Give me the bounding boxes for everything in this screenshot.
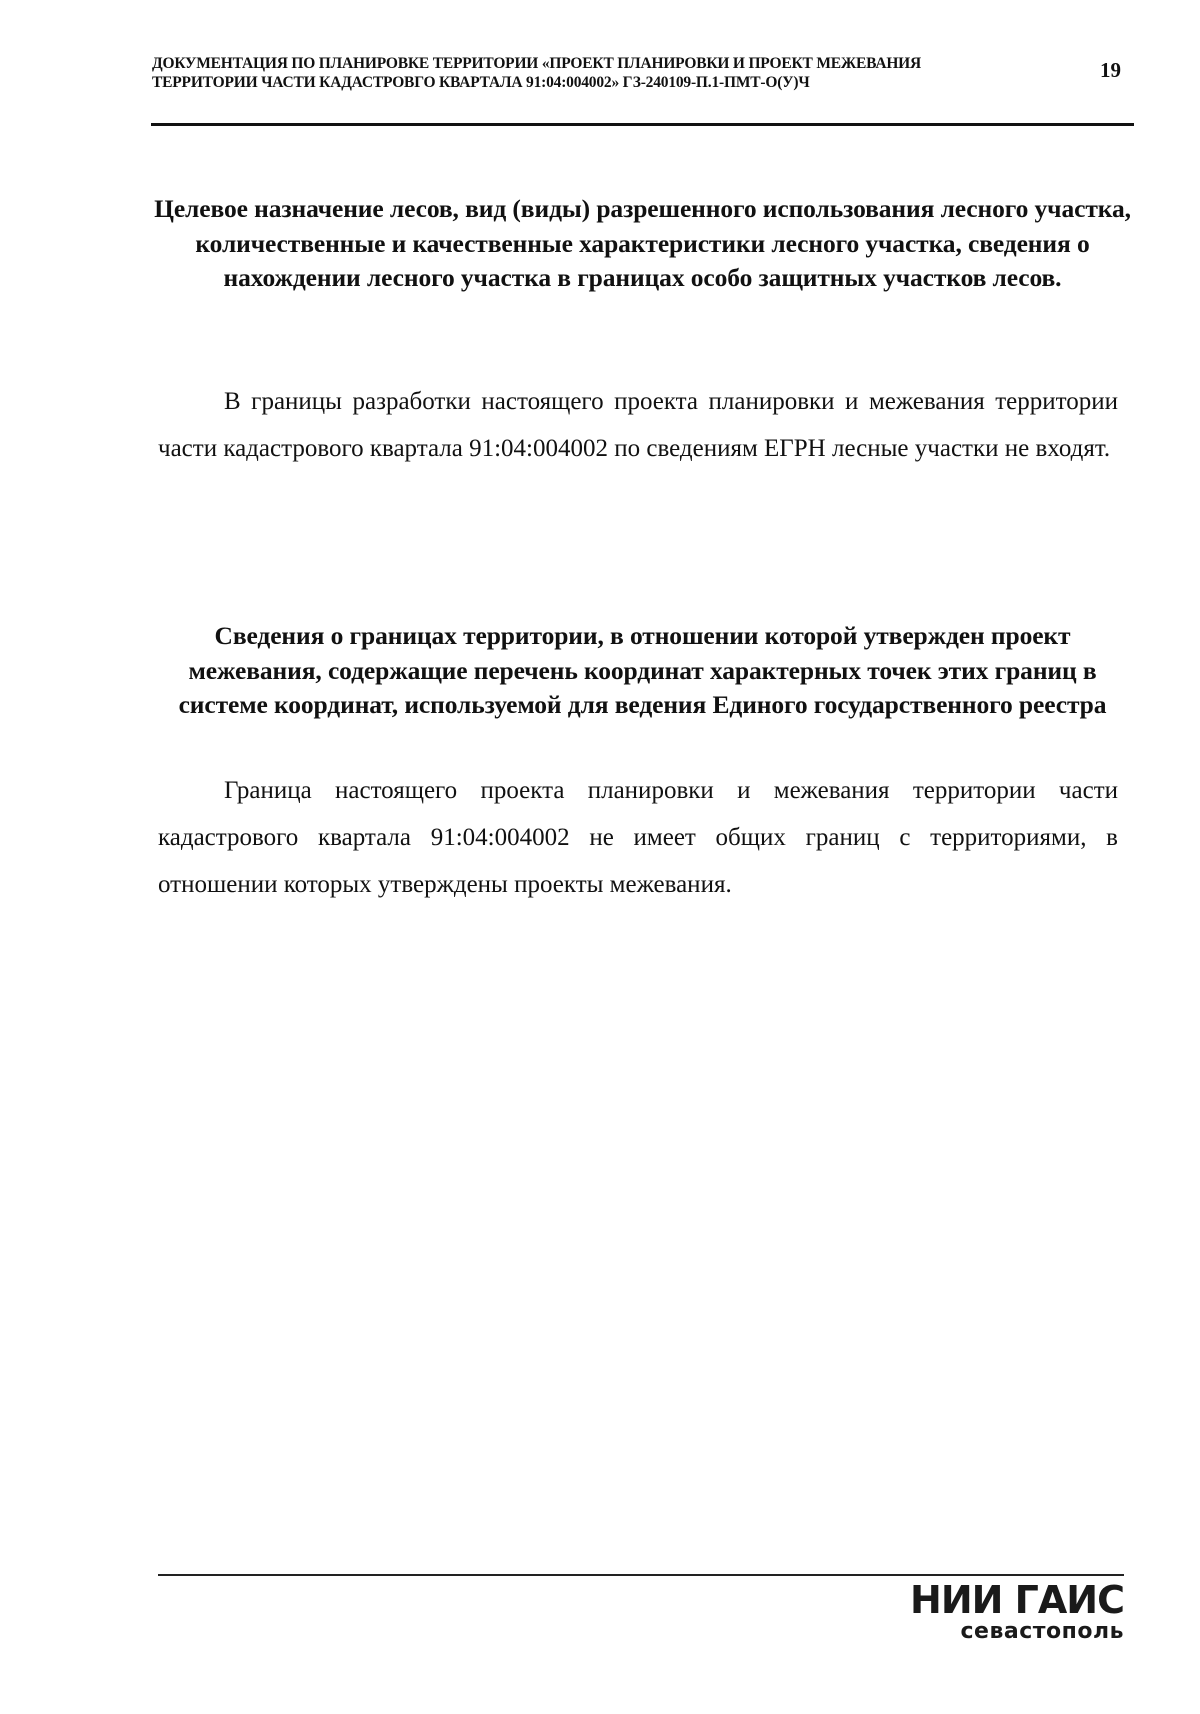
header-line-1: ДОКУМЕНТАЦИЯ ПО ПЛАНИРОВКЕ ТЕРРИТОРИИ «ПРОЕКТ ПЛАНИРОВКИ И ПРОЕКТ МЕЖЕВАНИЯ — [152, 55, 922, 72]
logo-sub-text: севастополь — [960, 1619, 1124, 1644]
section-title-boundaries: Сведения о границах территории, в отношении которой утвержден проект межевания, содержащие перечень координат характерных точек этих границ в системе координат, используемой для ведения Единого государственного реестра — [178, 621, 1107, 719]
section-paragraph-boundaries: Граница настоящего проекта планировки и межевания территории части кадастрового квартала 91:04:004002 не имеет общих границ с территориями, в отношении которых утверждены проекты межевания. — [158, 777, 1118, 898]
page-number: 19 — [1100, 58, 1121, 82]
organization-logo — [910, 1580, 1124, 1644]
logo-main-text: НИИ ГАИС — [910, 1578, 1124, 1622]
section-paragraph-forests: В границы разработки настоящего проекта планировки и межевания территории части кадастрового квартала 91:04:004002 по сведениям ЕГРН лесные участки не входят. — [158, 388, 1118, 462]
footer-divider — [158, 1574, 1124, 1576]
header-line-2: ТЕРРИТОРИИ ЧАСТИ КАДАСТРОВГО КВАРТАЛА 91:04:004002» ГЗ-240109-П.1-ПМТ-О(У)Ч — [152, 74, 810, 91]
section-title-forests: Целевое назначение лесов, вид (виды) разрешенного использования лесного участка, количественные и качественные характеристики лесного участка, сведения о нахождении лесного участка в границах особо защитных участков лесов. — [154, 194, 1131, 292]
document-header — [152, 54, 1052, 92]
header-divider — [151, 123, 1134, 126]
